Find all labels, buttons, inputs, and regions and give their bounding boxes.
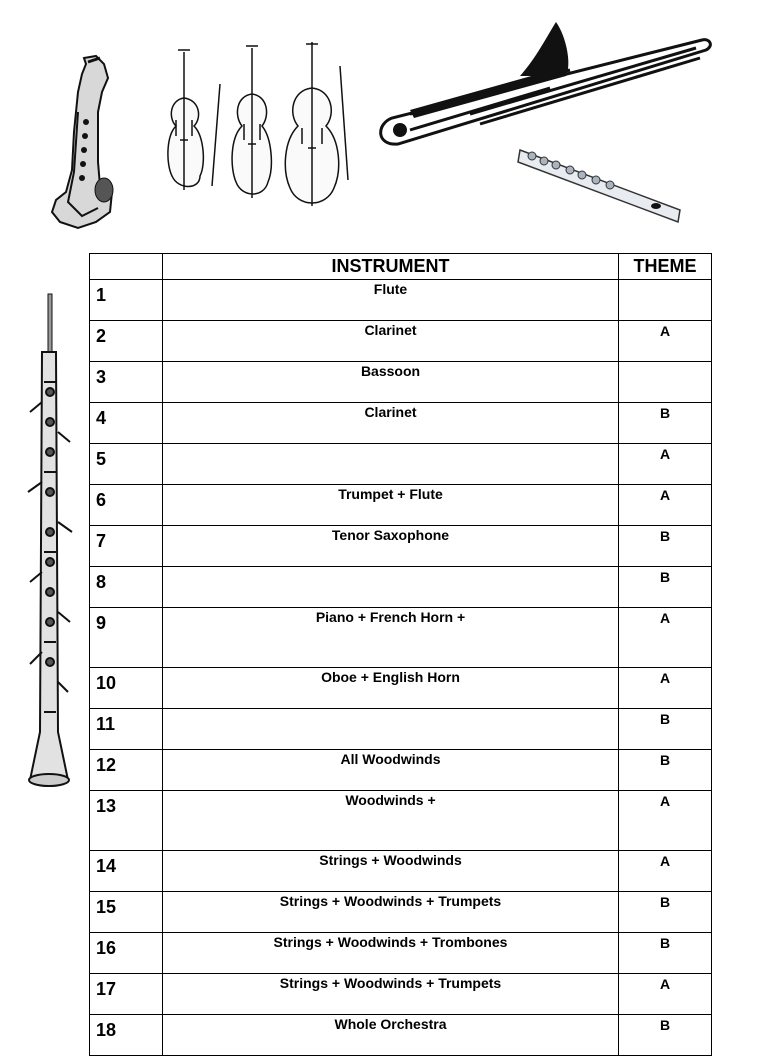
saxophone-icon: [38, 52, 118, 234]
row-instrument: Strings + Woodwinds + Trombones: [163, 933, 619, 974]
table-row: [90, 444, 712, 485]
row-number: 5: [90, 444, 163, 485]
row-theme: A: [619, 321, 712, 362]
row-instrument: Clarinet: [163, 403, 619, 444]
table-row: [90, 974, 712, 1015]
flute-icon: [516, 144, 686, 228]
row-instrument: [163, 444, 619, 485]
table-row: [90, 403, 712, 444]
row-number: 3: [90, 362, 163, 403]
violin-family-icon: [162, 40, 362, 212]
row-number: 1: [90, 280, 163, 321]
row-instrument: Trumpet + Flute: [163, 485, 619, 526]
row-number: 13: [90, 791, 163, 851]
row-theme: A: [619, 485, 712, 526]
row-number: 15: [90, 892, 163, 933]
table-row: [90, 791, 712, 851]
row-number: 11: [90, 709, 163, 750]
row-number: 16: [90, 933, 163, 974]
row-theme: A: [619, 974, 712, 1015]
row-number: 10: [90, 668, 163, 709]
header-instrument: INSTRUMENT: [163, 254, 619, 280]
row-theme: A: [619, 444, 712, 485]
row-number: 7: [90, 526, 163, 567]
row-theme: B: [619, 750, 712, 791]
row-number: 14: [90, 851, 163, 892]
row-theme: A: [619, 608, 712, 668]
row-theme: B: [619, 403, 712, 444]
table-row: [90, 933, 712, 974]
table-row: [90, 668, 712, 709]
row-instrument: Tenor Saxophone: [163, 526, 619, 567]
table-header-row: [90, 254, 712, 280]
row-theme: A: [619, 791, 712, 851]
table-row: [90, 321, 712, 362]
row-instrument: Strings + Woodwinds: [163, 851, 619, 892]
row-theme: B: [619, 1015, 712, 1056]
table-row: [90, 851, 712, 892]
row-instrument: Clarinet: [163, 321, 619, 362]
table-row: [90, 750, 712, 791]
table-row: [90, 1015, 712, 1056]
trombone-icon: [370, 18, 714, 152]
table-row: [90, 362, 712, 403]
row-instrument: Strings + Woodwinds + Trumpets: [163, 892, 619, 933]
row-theme: [619, 280, 712, 321]
header-number: [90, 254, 163, 280]
row-number: 9: [90, 608, 163, 668]
row-number: 2: [90, 321, 163, 362]
row-theme: B: [619, 526, 712, 567]
header-theme: THEME: [619, 254, 712, 280]
row-instrument: Bassoon: [163, 362, 619, 403]
row-theme: [619, 362, 712, 403]
table-row: [90, 280, 712, 321]
table-row: [90, 608, 712, 668]
row-instrument: [163, 709, 619, 750]
row-number: 12: [90, 750, 163, 791]
table-row: [90, 526, 712, 567]
row-number: 8: [90, 567, 163, 608]
row-theme: A: [619, 668, 712, 709]
row-number: 17: [90, 974, 163, 1015]
row-number: 6: [90, 485, 163, 526]
row-theme: A: [619, 851, 712, 892]
row-instrument: Woodwinds +: [163, 791, 619, 851]
row-number: 18: [90, 1015, 163, 1056]
row-theme: B: [619, 892, 712, 933]
table-row: [90, 709, 712, 750]
listening-table: [89, 253, 712, 1056]
row-instrument: [163, 567, 619, 608]
row-instrument: Flute: [163, 280, 619, 321]
oboe-icon: [22, 292, 78, 792]
table-row: [90, 892, 712, 933]
row-instrument: Strings + Woodwinds + Trumpets: [163, 974, 619, 1015]
row-instrument: All Woodwinds: [163, 750, 619, 791]
row-theme: B: [619, 709, 712, 750]
row-instrument: Piano + French Horn +: [163, 608, 619, 668]
row-instrument: Oboe + English Horn: [163, 668, 619, 709]
table-row: [90, 567, 712, 608]
row-number: 4: [90, 403, 163, 444]
table-row: [90, 485, 712, 526]
row-theme: B: [619, 567, 712, 608]
row-theme: B: [619, 933, 712, 974]
row-instrument: Whole Orchestra: [163, 1015, 619, 1056]
